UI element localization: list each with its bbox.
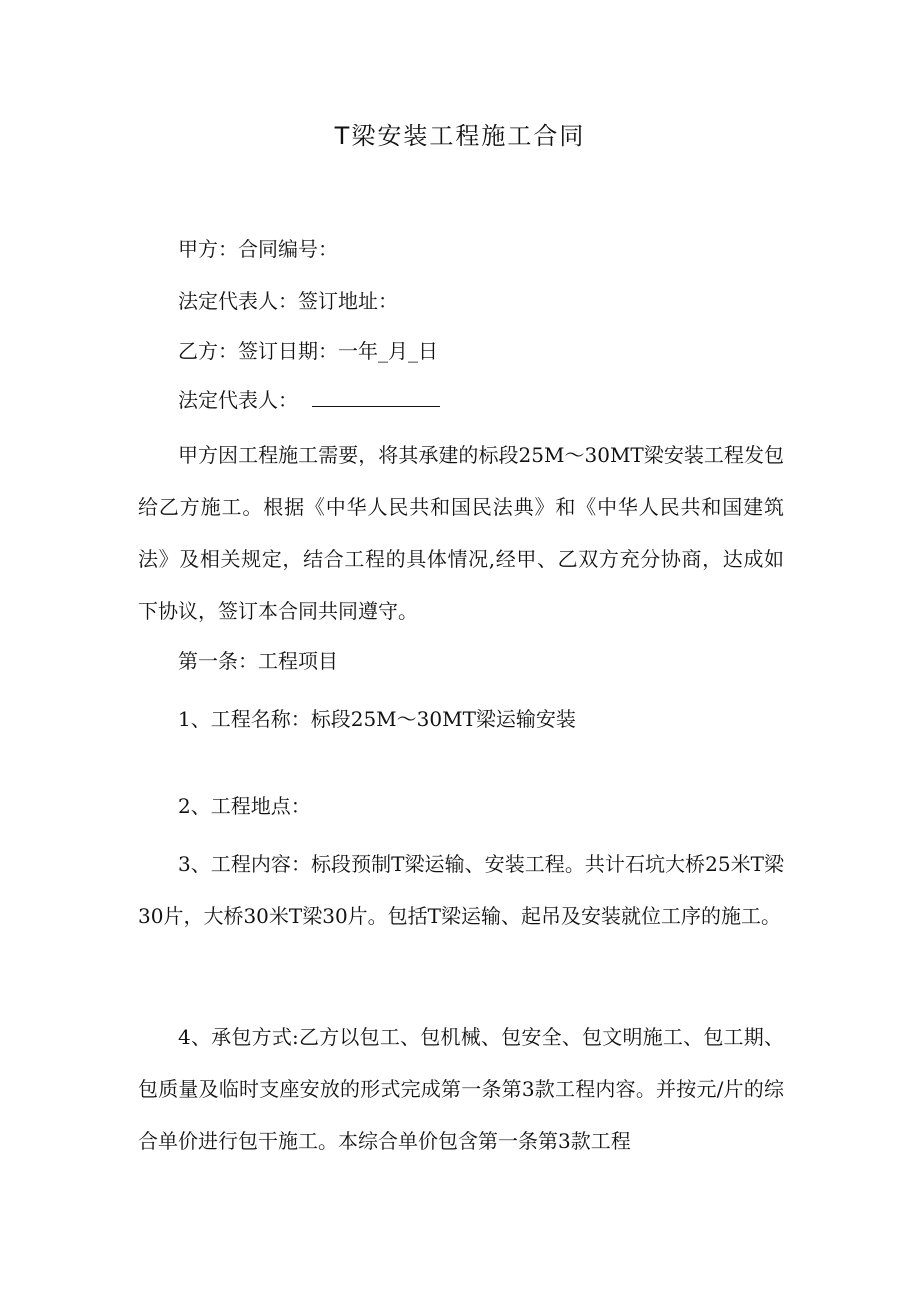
party-b-representative (178, 387, 440, 413)
item-4-contract-method: 4、承包方式:乙方以包工、包机械、包安全、包文明施工、包工期、包质量及临时支座安放的形式完成第一条第3款工程内容。并按元/片的综合单价进行包干施工。本综合单价包含第一条第3款工程 (138, 1025, 784, 1153)
article-1-heading: 第一条：工程项目 (178, 649, 338, 673)
intro-paragraph: 甲方因工程施工需要，将其承建的标段25M～30MT梁安装工程发包给乙方施工。根据《中华人民共和国民法典》和《中华人民共和国建筑法》及相关规定，结合工程的具体情况,经甲、乙双方充分协商，达成如下协议，签订本合同共同遵守。 (138, 443, 784, 623)
party-b-representative-label: 法定代表人： (178, 388, 298, 412)
party-a-contract-number: 甲方：合同编号： (178, 237, 338, 261)
party-a-representative-sign-address: 法定代表人：签订地址： (178, 289, 398, 313)
item-3-project-content: 3、工程内容：标段预制T梁运输、安装工程。共计石坑大桥25米T梁30片，大桥30米T梁30片。包括T梁运输、起吊及安装就位工序的施工。 (138, 852, 784, 928)
item-2-project-location: 2、工程地点： (178, 794, 311, 818)
item-1-project-name: 1、工程名称：标段25M～30MT梁运输安装 (178, 707, 576, 731)
party-b-sign-date: 乙方：签订日期：一年_月_日 (178, 339, 438, 363)
document-title: T梁安装工程施工合同 (334, 122, 586, 150)
signature-blank-line (312, 388, 440, 407)
